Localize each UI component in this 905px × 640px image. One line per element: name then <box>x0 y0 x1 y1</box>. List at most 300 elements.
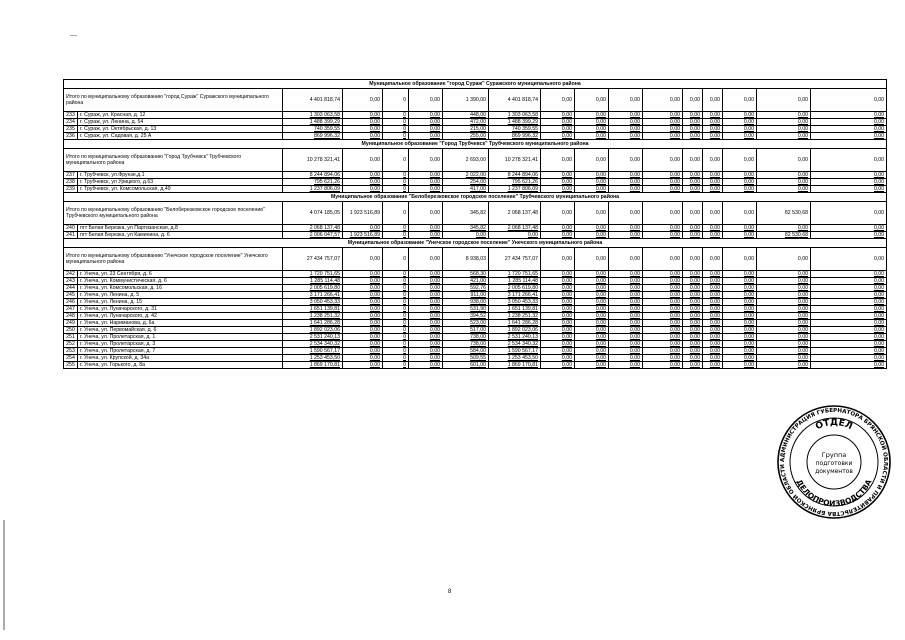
value-cell: 0,00 <box>683 285 703 292</box>
section-header-row <box>64 80 887 89</box>
value-cell: 0,00 <box>757 334 811 341</box>
value-cell: 0 <box>383 355 409 362</box>
total-value-cell: 0,00 <box>723 202 757 225</box>
value-cell: 3 050 453,33 <box>489 299 541 306</box>
value-cell: 0,00 <box>409 285 443 292</box>
value-cell: 0,00 <box>757 119 811 126</box>
total-value-cell: 1 390,00 <box>443 89 489 112</box>
value-cell: 0,00 <box>343 278 383 285</box>
value-cell: 0,00 <box>541 327 575 334</box>
value-cell: 0,00 <box>575 271 609 278</box>
value-cell: 0,00 <box>757 112 811 119</box>
row-number-cell: 241 <box>64 232 78 239</box>
value-cell: 0,00 <box>609 119 643 126</box>
row-number-cell: 240 <box>64 225 78 232</box>
value-cell: 3 171 266,41 <box>283 292 343 299</box>
value-cell: 0,00 <box>683 348 703 355</box>
value-cell: 0,00 <box>811 348 887 355</box>
value-cell: 0,00 <box>343 133 383 140</box>
total-value-cell: 0,00 <box>703 149 723 172</box>
value-cell: 0 <box>383 285 409 292</box>
value-cell: 0,00 <box>409 126 443 133</box>
value-cell: 0,00 <box>723 348 757 355</box>
value-cell: 0,00 <box>575 172 609 179</box>
address-cell: г. Сураж, ул. Красная, д. 12 <box>78 112 283 119</box>
address-cell: г. Трубчевск, ул.Фрунзе,д.1 <box>78 172 283 179</box>
section-title: Муниципальное образование "Унечское городское поселение" Унечского муниципального района <box>64 239 887 248</box>
value-cell: 0,00 <box>541 285 575 292</box>
total-value-cell: 345,82 <box>443 202 489 225</box>
value-cell: 0,00 <box>643 348 683 355</box>
value-cell: 0,00 <box>683 334 703 341</box>
table-row <box>64 172 887 179</box>
value-cell: 0,00 <box>643 306 683 313</box>
value-cell: 0,00 <box>723 306 757 313</box>
row-number-cell: 252 <box>64 341 78 348</box>
value-cell: 0,00 <box>541 334 575 341</box>
value-cell: 0,00 <box>609 133 643 140</box>
value-cell: 0,00 <box>757 172 811 179</box>
page-number: 8 <box>448 589 452 595</box>
table-row <box>64 112 887 119</box>
value-cell: 0,00 <box>757 126 811 133</box>
value-cell: 0,00 <box>575 179 609 186</box>
total-value-cell: 8 938,03 <box>443 248 489 271</box>
value-cell: 0 <box>383 313 409 320</box>
stamp-inner-bottom: ДЕЛОПРОИЗВОДСТВА <box>794 477 874 509</box>
total-value-cell: 0,00 <box>409 248 443 271</box>
value-cell: 0,00 <box>683 299 703 306</box>
value-cell: 0,00 <box>703 341 723 348</box>
total-value-cell: 0,00 <box>575 89 609 112</box>
value-cell: 0,00 <box>683 172 703 179</box>
address-cell: г. Унеча, ул. 23 Сентября, д. 6 <box>78 271 283 278</box>
address-cell: г. Унеча, ул. Ленина, д. 5 <box>78 292 283 299</box>
value-cell: 795 621,26 <box>283 179 343 186</box>
value-cell: 0,00 <box>609 179 643 186</box>
total-value-cell: 2 068 137,48 <box>489 202 541 225</box>
value-cell: 0,00 <box>343 186 383 193</box>
total-value-cell: 0,00 <box>643 89 683 112</box>
value-cell: 0,00 <box>683 133 703 140</box>
value-cell: 0,00 <box>723 285 757 292</box>
value-cell: 0,00 <box>643 225 683 232</box>
address-cell: г. Унеча, ул. Горького, д. 8а <box>78 362 283 369</box>
total-value-cell: 0,00 <box>609 149 643 172</box>
address-cell: г. Унеча, ул. Пролетарская, д. 3 <box>78 341 283 348</box>
value-cell: 938,00 <box>443 299 489 306</box>
value-cell: 0 <box>383 327 409 334</box>
row-number-cell: 254 <box>64 355 78 362</box>
value-cell: 0,00 <box>757 320 811 327</box>
value-cell: 1 237 806,09 <box>283 186 343 193</box>
value-cell: 0,00 <box>703 313 723 320</box>
value-cell: 1 488 399,29 <box>283 119 343 126</box>
value-cell: 0,00 <box>541 320 575 327</box>
value-cell: 0,00 <box>703 306 723 313</box>
value-cell: 0,00 <box>703 355 723 362</box>
value-cell: 0,00 <box>409 362 443 369</box>
value-cell: 0,00 <box>609 334 643 341</box>
total-value-cell: 0,00 <box>343 149 383 172</box>
value-cell: 0,00 <box>643 271 683 278</box>
value-cell: 472,00 <box>443 119 489 126</box>
value-cell: 0,00 <box>683 119 703 126</box>
total-value-cell: 0,00 <box>409 89 443 112</box>
table-row <box>64 327 887 334</box>
value-cell: 0,00 <box>643 320 683 327</box>
total-value-cell: 0,00 <box>683 202 703 225</box>
value-cell: 0,00 <box>643 341 683 348</box>
total-value-cell: 0,00 <box>757 149 811 172</box>
total-value-cell: 0,00 <box>683 149 703 172</box>
value-cell: 1 253 453,50 <box>489 355 541 362</box>
value-cell: 0,00 <box>811 112 887 119</box>
total-value-cell: 10 278 321,41 <box>283 149 343 172</box>
scan-edge-line <box>3 520 5 630</box>
value-cell: 0,00 <box>575 119 609 126</box>
value-cell: 0,00 <box>343 320 383 327</box>
value-cell: 0,00 <box>643 126 683 133</box>
address-cell: г. Трубчевск, ул Урицкого, д.63 <box>78 179 283 186</box>
value-cell: 0,00 <box>683 278 703 285</box>
table-row <box>64 225 887 232</box>
value-cell: 1 720 751,65 <box>489 271 541 278</box>
value-cell: 254,00 <box>443 179 489 186</box>
value-cell: 0,00 <box>811 225 887 232</box>
value-cell: 0,00 <box>343 112 383 119</box>
value-cell: 0,00 <box>609 327 643 334</box>
value-cell: 0,00 <box>575 186 609 193</box>
total-label: Итого по муниципальному образованию "город Сураж" Суражского муниципального района <box>64 89 283 112</box>
value-cell: 2 005 619,80 <box>489 285 541 292</box>
document-table-container <box>63 79 886 369</box>
value-cell: 0,00 <box>757 299 811 306</box>
value-cell: 1 285 114,48 <box>283 278 343 285</box>
value-cell: 0,00 <box>757 292 811 299</box>
value-cell: 0,00 <box>703 278 723 285</box>
value-cell: 0,00 <box>703 292 723 299</box>
total-label: Итого по муниципальному образованию "Город Трубчевск" Трубчевского муниципального района <box>64 149 283 172</box>
row-number-cell: 238 <box>64 179 78 186</box>
value-cell: 0,00 <box>575 355 609 362</box>
value-cell: 2 005 619,80 <box>283 285 343 292</box>
value-cell: 0,00 <box>575 225 609 232</box>
value-cell: 0,00 <box>575 232 609 239</box>
row-number-cell: 236 <box>64 133 78 140</box>
value-cell: 0,00 <box>343 285 383 292</box>
value-cell: 0,00 <box>609 232 643 239</box>
table-row <box>64 119 887 126</box>
value-cell: 0,00 <box>409 119 443 126</box>
value-cell: 1 720 751,65 <box>283 271 343 278</box>
value-cell: 0,00 <box>343 348 383 355</box>
address-cell: г. Унеча, ул. Луначарского, д. 42 <box>78 313 283 320</box>
value-cell: 0,00 <box>643 232 683 239</box>
value-cell: 0,00 <box>575 341 609 348</box>
value-cell: 0,00 <box>343 355 383 362</box>
value-cell: 2 068 137,48 <box>489 225 541 232</box>
section-title: Муниципальное образование "Город Трубчевск" Трубчевского муниципального района <box>64 140 887 149</box>
total-value-cell: 0,00 <box>609 202 643 225</box>
row-number-cell: 242 <box>64 271 78 278</box>
value-cell: 1 651 139,81 <box>283 306 343 313</box>
total-value-cell: 4 401 818,74 <box>283 89 343 112</box>
address-cell: г. Трубчевск, ул. Комсомольская, д.49 <box>78 186 283 193</box>
value-cell: 82 530,68 <box>757 232 811 239</box>
value-cell: 2 022,00 <box>443 172 489 179</box>
total-value-cell: 0,00 <box>541 248 575 271</box>
address-cell: г. Унеча, ул. Пролетарская, д. 7 <box>78 348 283 355</box>
value-cell: 0,00 <box>811 313 887 320</box>
total-value-cell: 0 <box>383 202 409 225</box>
value-cell: 0,00 <box>757 341 811 348</box>
value-cell: 0,00 <box>541 119 575 126</box>
value-cell: 0,00 <box>683 292 703 299</box>
section-title: Муниципальное образование "город Сураж" Суражского муниципального района <box>64 80 887 89</box>
value-cell: 0,00 <box>575 126 609 133</box>
value-cell: 0,00 <box>343 225 383 232</box>
value-cell: 0,00 <box>409 313 443 320</box>
total-value-cell: 0,00 <box>811 149 887 172</box>
row-number-cell: 239 <box>64 186 78 193</box>
value-cell: 0,00 <box>541 172 575 179</box>
value-cell: 0 <box>383 341 409 348</box>
value-cell: 0,00 <box>609 299 643 306</box>
value-cell: 0,00 <box>409 278 443 285</box>
value-cell: 0,00 <box>541 133 575 140</box>
row-number-cell: 234 <box>64 119 78 126</box>
value-cell: 0,00 <box>609 348 643 355</box>
total-value-cell: 82 530,68 <box>757 202 811 225</box>
row-number-cell: 246 <box>64 299 78 306</box>
value-cell: 0,00 <box>703 348 723 355</box>
value-cell: 0,00 <box>703 133 723 140</box>
value-cell: 1 238 251,32 <box>283 313 343 320</box>
value-cell: 0,00 <box>643 119 683 126</box>
value-cell: 0,00 <box>683 179 703 186</box>
value-cell: 0,00 <box>541 341 575 348</box>
value-cell: 0,00 <box>703 112 723 119</box>
value-cell: 0,00 <box>609 355 643 362</box>
value-cell: 0,00 <box>541 348 575 355</box>
value-cell: 0,00 <box>541 355 575 362</box>
row-number-cell: 244 <box>64 285 78 292</box>
value-cell: 1 590 567,17 <box>489 348 541 355</box>
total-value-cell: 0 <box>383 89 409 112</box>
value-cell: 0,00 <box>609 112 643 119</box>
total-value-cell: 27 434 757,07 <box>283 248 343 271</box>
total-value-cell: 0,00 <box>541 149 575 172</box>
value-cell: 0,00 <box>723 232 757 239</box>
value-cell: 0,00 <box>757 225 811 232</box>
value-cell: 592,76 <box>443 285 489 292</box>
total-value-cell: 10 278 321,41 <box>489 149 541 172</box>
value-cell: 0,00 <box>541 232 575 239</box>
value-cell: 0,00 <box>683 186 703 193</box>
value-cell: 0,00 <box>811 232 887 239</box>
value-cell: 0,00 <box>683 320 703 327</box>
value-cell: 0,00 <box>409 320 443 327</box>
value-cell: 0,00 <box>343 292 383 299</box>
value-cell: 0,00 <box>683 313 703 320</box>
value-cell: 0,00 <box>757 362 811 369</box>
value-cell: 517,00 <box>443 327 489 334</box>
value-cell: 509,55 <box>443 355 489 362</box>
value-cell: 1 641 286,28 <box>489 320 541 327</box>
table-row <box>64 292 887 299</box>
value-cell: 738,00 <box>443 334 489 341</box>
value-cell: 0,00 <box>343 299 383 306</box>
value-cell: 0,00 <box>409 292 443 299</box>
value-cell: 0,00 <box>575 306 609 313</box>
value-cell: 0,00 <box>723 179 757 186</box>
address-cell: г. Унеча, ул. Нариманова, д. 6а <box>78 320 283 327</box>
value-cell: 0,00 <box>609 186 643 193</box>
value-cell: 0 <box>383 225 409 232</box>
value-cell: 0,00 <box>811 327 887 334</box>
value-cell: 0,00 <box>575 348 609 355</box>
value-cell: 0,00 <box>343 172 383 179</box>
value-cell: 0,00 <box>575 313 609 320</box>
value-cell: 0,00 <box>409 327 443 334</box>
total-label: Итого по муниципальному образованию "Унечское городское поселение" Унечского муниципального района <box>64 248 283 271</box>
value-cell: 0,00 <box>409 133 443 140</box>
total-value-cell: 0,00 <box>643 248 683 271</box>
value-cell: 1 641 286,28 <box>283 320 343 327</box>
value-cell: 738,00 <box>443 341 489 348</box>
value-cell: 0 <box>383 133 409 140</box>
value-cell: 531,90 <box>443 306 489 313</box>
table-body <box>64 80 887 369</box>
row-number-cell: 251 <box>64 334 78 341</box>
section-header-row <box>64 239 887 248</box>
total-value-cell: 0,00 <box>723 248 757 271</box>
value-cell: 0,00 <box>703 126 723 133</box>
value-cell: 0,00 <box>609 320 643 327</box>
value-cell: 0 <box>383 292 409 299</box>
table-row <box>64 232 887 239</box>
row-number-cell: 248 <box>64 313 78 320</box>
value-cell: 0,00 <box>703 299 723 306</box>
value-cell: 740 359,55 <box>489 126 541 133</box>
value-cell: 0,00 <box>703 225 723 232</box>
value-cell: 0,00 <box>343 119 383 126</box>
total-value-cell: 1 923 516,89 <box>343 202 383 225</box>
total-value-cell: 0,00 <box>541 202 575 225</box>
value-cell: 0,00 <box>643 362 683 369</box>
value-cell: 0,00 <box>409 112 443 119</box>
value-cell: 0,00 <box>575 285 609 292</box>
table-row <box>64 285 887 292</box>
total-value-cell: 0,00 <box>703 202 723 225</box>
value-cell: 0,00 <box>541 299 575 306</box>
value-cell: 0,00 <box>757 313 811 320</box>
value-cell: 0,00 <box>683 271 703 278</box>
value-cell: 0,00 <box>703 327 723 334</box>
total-value-cell: 0,00 <box>409 202 443 225</box>
value-cell: 0,00 <box>643 278 683 285</box>
value-cell: 0,00 <box>811 355 887 362</box>
value-cell: 0,00 <box>609 306 643 313</box>
table-row <box>64 271 887 278</box>
value-cell: 0,00 <box>343 341 383 348</box>
value-cell: 0,00 <box>609 225 643 232</box>
value-cell: 0,00 <box>703 362 723 369</box>
value-cell: 0,00 <box>643 179 683 186</box>
value-cell: 0,00 <box>703 186 723 193</box>
total-value-cell: 0,00 <box>609 248 643 271</box>
value-cell: 0,00 <box>409 334 443 341</box>
value-cell: 0,00 <box>723 327 757 334</box>
value-cell: 0,00 <box>811 271 887 278</box>
total-value-cell: 27 434 757,07 <box>489 248 541 271</box>
value-cell: 0,00 <box>703 119 723 126</box>
total-value-cell: 4 401 818,74 <box>489 89 541 112</box>
value-cell: 0,00 <box>683 341 703 348</box>
value-cell: 0 <box>383 348 409 355</box>
value-cell: 2 068 137,48 <box>283 225 343 232</box>
total-value-cell: 0,00 <box>643 202 683 225</box>
value-cell: 1 253 453,50 <box>283 355 343 362</box>
value-cell: 0,00 <box>541 313 575 320</box>
value-cell: 1 923 516,89 <box>343 232 383 239</box>
value-cell: 2 006 047,57 <box>283 232 343 239</box>
value-cell: 2 534 340,32 <box>489 341 541 348</box>
value-cell: 0,00 <box>811 334 887 341</box>
value-cell: 0,00 <box>757 285 811 292</box>
value-cell: 0,00 <box>541 306 575 313</box>
value-cell: 0,00 <box>643 299 683 306</box>
capital-repair-table <box>63 79 887 369</box>
value-cell: 0,00 <box>723 225 757 232</box>
total-value-cell: 0,00 <box>541 89 575 112</box>
table-row <box>64 348 887 355</box>
value-cell: 0,00 <box>683 232 703 239</box>
value-cell: 740 359,55 <box>283 126 343 133</box>
value-cell: 0,00 <box>811 320 887 327</box>
value-cell: 0,00 <box>723 126 757 133</box>
value-cell: 0,00 <box>575 299 609 306</box>
value-cell: 0,00 <box>609 313 643 320</box>
value-cell: 0,00 <box>723 271 757 278</box>
value-cell: 1 651 139,81 <box>489 306 541 313</box>
address-cell: г. Унеча, ул. Коммунистическая, д. 6 <box>78 278 283 285</box>
value-cell: 0,00 <box>757 348 811 355</box>
table-row <box>64 126 887 133</box>
section-title: Муниципальное образование "Белоберезковское городское поселение" Трубчевского муниципального района <box>64 193 887 202</box>
total-value-cell: 0,00 <box>757 248 811 271</box>
value-cell: 0,00 <box>811 278 887 285</box>
value-cell: 421,00 <box>443 278 489 285</box>
table-row <box>64 362 887 369</box>
stamp-center-3: документов <box>815 468 853 475</box>
value-cell: 0 <box>383 186 409 193</box>
section-total-row <box>64 89 887 112</box>
address-cell: г. Сураж, ул. Ленина, д. 54 <box>78 119 283 126</box>
value-cell: 0,00 <box>643 172 683 179</box>
value-cell: 0,00 <box>575 362 609 369</box>
value-cell: 0,00 <box>723 334 757 341</box>
row-number-cell: 249 <box>64 320 78 327</box>
value-cell: 0,00 <box>343 271 383 278</box>
value-cell: 0,00 <box>643 292 683 299</box>
total-value-cell: 0,00 <box>343 248 383 271</box>
value-cell: 0 <box>383 278 409 285</box>
total-value-cell: 0,00 <box>643 149 683 172</box>
row-number-cell: 233 <box>64 112 78 119</box>
total-value-cell: 0,00 <box>409 149 443 172</box>
